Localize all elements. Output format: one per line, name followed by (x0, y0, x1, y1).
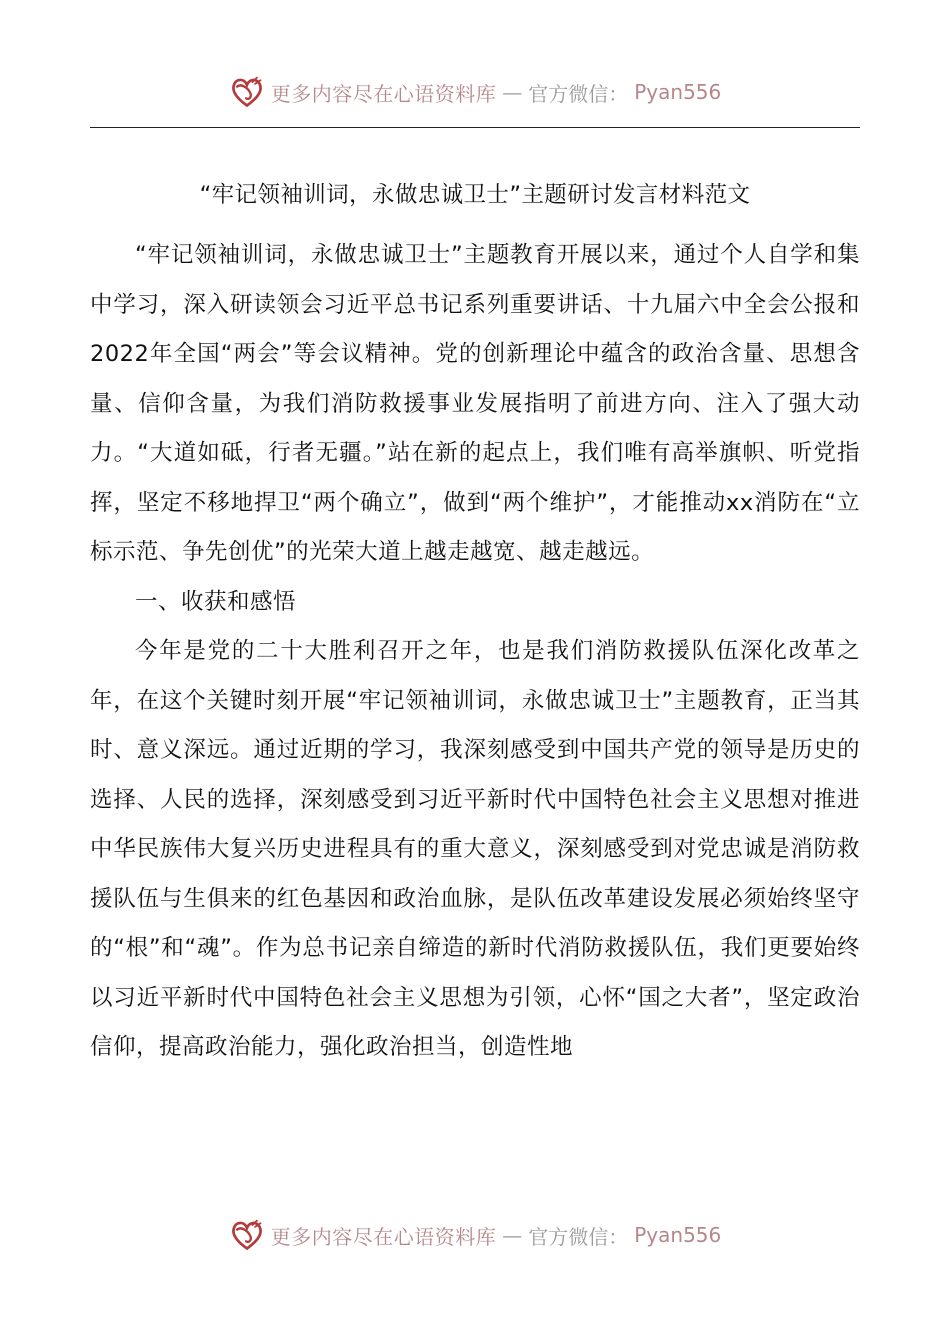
watermark-wechat-id: Pyan556 (634, 1223, 722, 1247)
header-divider (90, 127, 860, 128)
header-watermark (0, 70, 950, 114)
watermark-dash: — (502, 1223, 523, 1247)
heart-logo-icon (229, 74, 265, 110)
watermark-wechat-label: 官方微信： (528, 1224, 629, 1249)
section-heading: 一、收获和感悟 (135, 588, 297, 615)
paragraph-section-one: 今年是党的二十大胜利召开之年，也是我们消防救援队伍深化改革之年，在这个关键时刻开展“牢记领袖训词，永做忠诚卫士”主题教育，正当其时、意义深远。通过近期的学习，我深刻感受到中国共产党的领导是历史的选择、人民的选择，深刻感受到习近平新时代中国特色社会主义思想对推进中华民族伟大复兴历史进程具有的重大意义，深刻感受到对党忠诚是消防救援队伍与生俱来的红色基因和政治血脉，是队伍改革建设发展必须始终坚守的“根”和“魂”。作为总书记亲自缔造的新时代消防救援队伍，我们更要始终以习近平新时代中国特色社会主义思想为引领，心怀“国之大者”，坚定政治信仰，提高政治能力，强化政治担当，创造性地 (90, 638, 860, 1060)
watermark-site-text: 更多内容尽在心语资料库 (270, 81, 497, 106)
document-title: “牢记领袖训词，永做忠诚卫士”主题研讨发言材料范文 (199, 182, 751, 208)
watermark-wechat-label: 官方微信： (528, 81, 629, 106)
heart-logo-icon (229, 1217, 265, 1253)
watermark-dash: — (502, 80, 523, 104)
footer-watermark (0, 1213, 950, 1257)
watermark-site-text: 更多内容尽在心语资料库 (270, 1224, 497, 1249)
document-body (90, 231, 860, 1073)
watermark-wechat-id: Pyan556 (634, 80, 722, 104)
paragraph-intro: “牢记领袖训词，永做忠诚卫士”主题教育开展以来，通过个人自学和集中学习，深入研读领会习近平总书记系列重要讲话、十九届六中全会公报和2022年全国“两会”等会议精神。党的创新理论中蕴含的政治含量、思想含量、信仰含量，为我们消防救援事业发展指明了前进方向、注入了强大动力。“大道如砥，行者无疆。”站在新的起点上，我们唯有高举旗帜、听党指挥，坚定不移地捍卫“两个确立”，做到“两个维护”，才能推动xx消防在“立标示范、争先创优”的光荣大道上越走越宽、越走越远。 (90, 242, 860, 565)
